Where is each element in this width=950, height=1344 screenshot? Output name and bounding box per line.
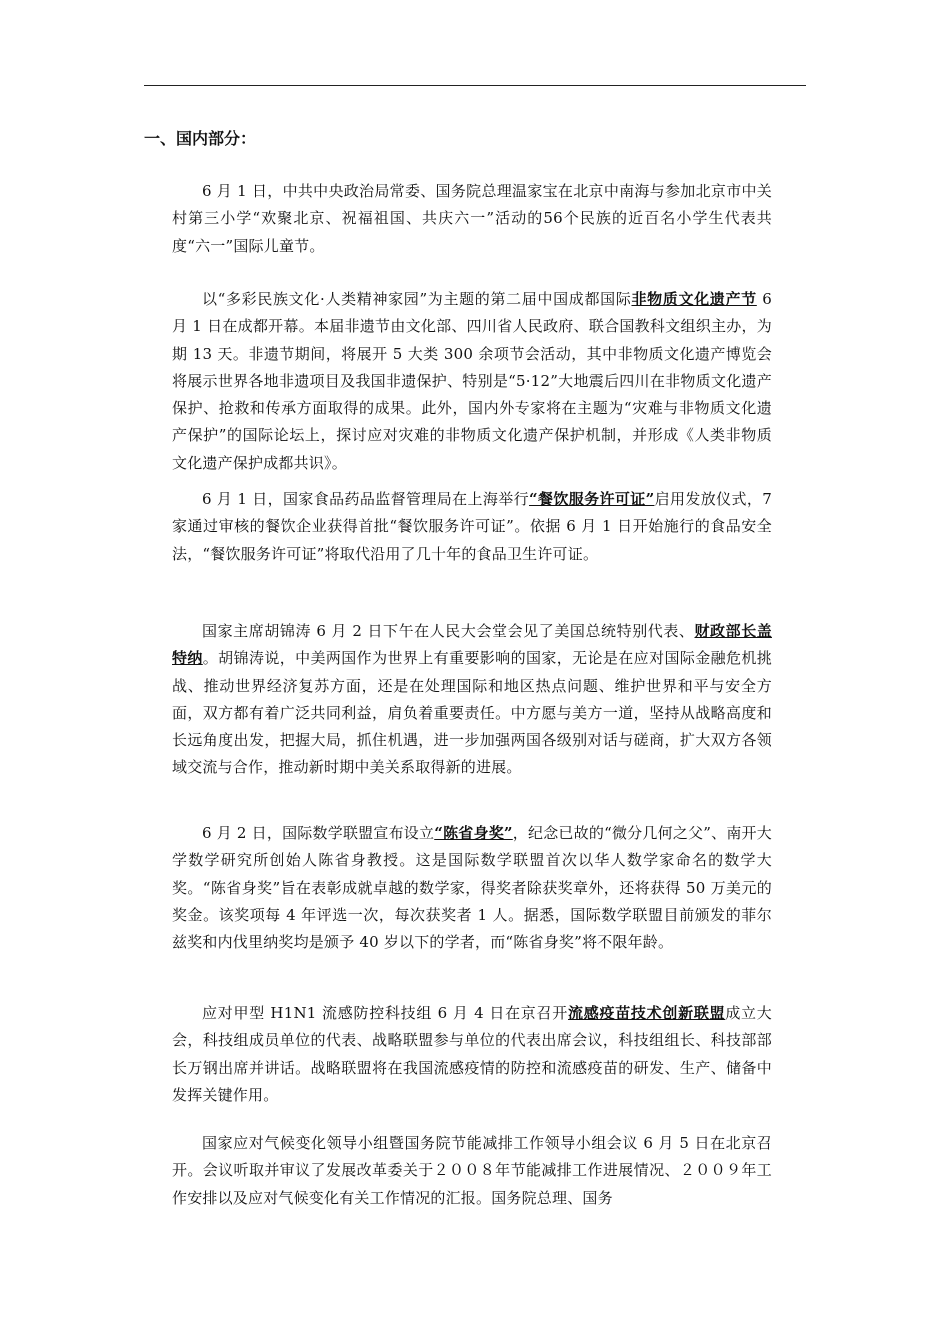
paragraph-text: 国家主席胡锦涛 6 月 2 日下午在人民大会堂会见了美国总统特别代表、 bbox=[202, 622, 695, 640]
paragraph-flu-vaccine-alliance bbox=[172, 1000, 772, 1109]
section-heading: 一、国内部分： bbox=[144, 129, 257, 148]
paragraph-text: 6 月 1 日，国家食品药品监督管理局在上海举行 bbox=[202, 490, 530, 508]
paragraph-text: 6 月 1 日在成都开幕。本届非遗节由文化部、四川省人民政府、联合国教科文组织主办，为期 13 天。非遗节期间，将展开 5 大类 300 余项节会活动，其中非物质文化遗产博览会将展示世界各地非遗项目及我国非遗保护、特别是“5·12”大地震后四川在非物质文化遗产保护、抢救和传承方面取得的成果。此外，国内外专家将在主题为“灾难与非物质文化遗产保护”的国际论坛上，探讨应对灾难的非物质文化遗产保护机制，并形成《人类非物质文化遗产保护成都共识》。 bbox=[172, 290, 772, 472]
chern-prize-link[interactable]: “陈省身奖” bbox=[434, 824, 513, 842]
paragraph-text: 成立大会，科技组成员单位的代表、战略联盟参与单位的代表出席会议，科技组组长、科技部部长万钢出席并讲话。战略联盟将在我国流感疫情的防控和流感疫苗的研发、生产、储备中发挥关键作用。 bbox=[172, 1004, 772, 1104]
catering-license-link[interactable]: “餐饮服务许可证” bbox=[529, 490, 655, 508]
header-rule bbox=[144, 85, 806, 86]
paragraph-text: 应对甲型 H1N1 流感防控科技组 6 月 4 日在京召开 bbox=[202, 1004, 568, 1022]
paragraph-text: ，纪念已故的“微分几何之父”、南开大学数学研究所创始人陈省身教授。这是国际数学联盟首次以华人数学家命名的数学大奖。“陈省身奖”旨在表彰成就卓越的数学家，得奖者除获奖章外，还将获得 50 万美元的奖金。该奖项每 4 年评选一次，每次获奖者 1 人。据悉，国际数学联盟目前颁发的菲尔兹奖和内伐里纳奖均是颁予 40 岁以下的学者，而“陈省身奖”将不限年龄。 bbox=[172, 824, 772, 952]
flu-vaccine-alliance-link[interactable]: 流感疫苗技术创新联盟 bbox=[568, 1004, 726, 1022]
paragraph-heritage-festival bbox=[172, 286, 772, 477]
paragraph-text: 。胡锦涛说，中美两国作为世界上有重要影响的国家，无论是在应对国际金融危机挑战、推动世界经济复苏方面，还是在处理国际和地区热点问题、维护世界和平与安全方面，双方都有着广泛共同利益，肩负着重要责任。中方愿与美方一道，坚持从战略高度和长远角度出发，把握大局，抓住机遇，进一步加强两国各级别对话与磋商，扩大双方各领域交流与合作，推动新时期中美关系取得新的进展。 bbox=[172, 649, 772, 777]
paragraph-catering-license bbox=[172, 486, 772, 568]
paragraph-climate-meeting bbox=[172, 1130, 772, 1212]
paragraph-hu-meets-geithner bbox=[172, 618, 772, 782]
paragraph-children-day bbox=[172, 178, 772, 260]
paragraph-text: 6 月 2 日，国际数学联盟宣布设立 bbox=[202, 824, 435, 842]
heritage-festival-link[interactable]: 非物质文化遗产节 bbox=[631, 290, 757, 308]
treasury-secretary-link[interactable]: 财政部长盖特纳 bbox=[172, 622, 772, 668]
paragraph-text: 6 月 1 日，中共中央政治局常委、国务院总理温家宝在北京中南海与参加北京市中关村第三小学“欢聚北京、祝福祖国、共庆六一”活动的56个民族的近百名小学生代表共度“六一”国际儿童节。 bbox=[172, 182, 772, 255]
paragraph-text: 启用发放仪式，7 家通过审核的餐饮企业获得首批“餐饮服务许可证”。依据 6 月 1 日开始施行的食品安全法，“餐饮服务许可证”将取代沿用了几十年的食品卫生许可证。 bbox=[172, 490, 772, 563]
paragraph-chern-prize bbox=[172, 820, 772, 956]
paragraph-text: 以“多彩民族文化·人类精神家园”为主题的第二届中国成都国际 bbox=[202, 290, 632, 308]
paragraph-text: 国家应对气候变化领导小组暨国务院节能减排工作领导小组会议 6 月 5 日在北京召开。会议听取并审议了发展改革委关于２００８年节能减排工作进展情况、２００９年工作安排以及应对气候变化有关工作情况的汇报。国务院总理、国务 bbox=[172, 1134, 772, 1207]
